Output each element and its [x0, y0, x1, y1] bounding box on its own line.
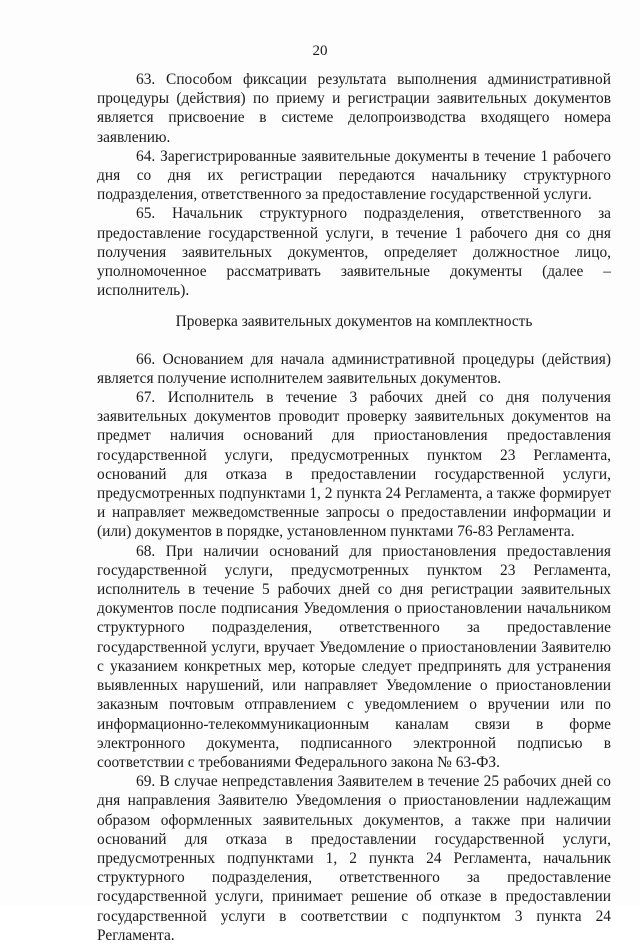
page-number: 20 — [312, 43, 328, 59]
paragraph-63: 63. Способом фиксации результата выполнения административной процедуры (действия) по приему и регистрации заявительных документов является присвоение в системе делопроизводства входящего номера заявлению. — [97, 71, 611, 146]
paragraph-66: 66. Основанием для начала административной процедуры (действия) является получение исполнителем заявительных документов. — [97, 350, 611, 387]
paragraph-64: 64. Зарегистрированные заявительные документы в течение 1 рабочего дня со дня их регистрации передаются начальнику структурного подразделения, ответственного за предоставление государственной услуги. — [97, 147, 611, 204]
section-title: Проверка заявительных документов на комплектность — [175, 313, 533, 331]
paragraph-69: 69. В случае непредставления Заявителем в течение 25 рабочих дней со дня направления Заявителю Уведомления о приостановлении надлежащим образом оформленных заявительных документов, а также при наличии оснований для отказа в предоставлении государственной услуги, предусмотренных подпунктами 1, 2 пункта 24 Регламента, начальник структурного подразделения, ответственного за предоставление государственной услуги, принимает решение об отказе в предоставлении государственной услуги в соответствии с подпунктом 3 пункта 24 Регламента. — [97, 773, 611, 944]
paragraph-67: 67. Исполнитель в течение 3 рабочих дней со дня получения заявительных документов проводит проверку заявительных документов на предмет наличия оснований для приостановления предоставления государственной услуги, предусмотренных пунктом 23 Регламента, оснований для отказа в предоставлении государственной услуги, предусмотренных подпунктами 1, 2 пункта 24 Регламента, а также формирует и направляет межведомственные запросы о предоставлении информации и (или) документов в порядке, установленном пунктами 76-83 Регламента. — [97, 389, 611, 541]
paragraph-68: 68. При наличии оснований для приостановления предоставления государственной услуги, предусмотренных пунктом 23 Регламента, исполнитель в течение 5 рабочих дней со дня регистрации заявительных документов после подписания Уведомления о приостановлении начальником структурного подразделения, ответственного за предоставление государственной услуги, вручает Уведомление о приостановлении Заявителю с указанием конкретных мер, которые следует предпринять для устранения выявленных нарушений, или направляет Уведомление о приостановлении заказным почтовым отправлением с уведомлением о вручении или по информационно-телекоммуникационным каналам связи в форме электронного документа, подписанного электронной подписью в соответствии с требованиями Федерального закона № 63-ФЗ. — [97, 542, 611, 771]
paragraph-65: 65. Начальник структурного подразделения, ответственного за предоставление государственной услуги, в течение 1 рабочего дня со дня получения заявительных документов, определяет должностное лицо, уполномоченное рассматривать заявительные документы (далее – исполнитель). — [97, 205, 611, 300]
document-body — [97, 70, 611, 945]
